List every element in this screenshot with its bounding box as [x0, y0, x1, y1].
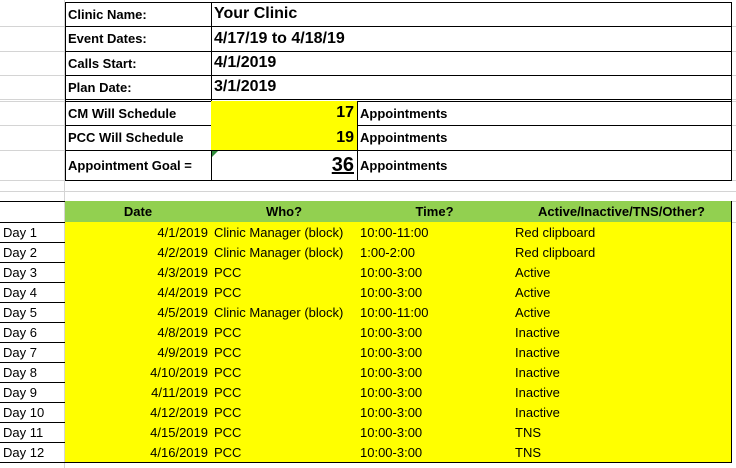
- event-dates-label[interactable]: Event Dates:: [68, 31, 147, 46]
- cell-status[interactable]: Active: [512, 302, 731, 322]
- cell-border: [0, 462, 732, 463]
- cell-day[interactable]: Day 8: [3, 364, 37, 380]
- pcc-schedule-unit[interactable]: Appointments: [360, 130, 448, 145]
- cell-border: [65, 180, 732, 181]
- cell-status[interactable]: Inactive: [512, 322, 731, 342]
- cell-date[interactable]: 4/10/2019: [65, 362, 211, 382]
- cell-day[interactable]: Day 7: [3, 344, 37, 360]
- appointment-goal-unit[interactable]: Appointments: [360, 157, 448, 173]
- cell-who[interactable]: PCC: [211, 362, 357, 382]
- cell-date[interactable]: 4/8/2019: [65, 322, 211, 342]
- cell-time[interactable]: 10:00-3:00: [357, 442, 512, 462]
- clinic-name-value[interactable]: Your Clinic: [214, 5, 298, 22]
- cell-time[interactable]: 10:00-3:00: [357, 342, 512, 362]
- cell-date[interactable]: 4/15/2019: [65, 422, 211, 442]
- clinic-name-label[interactable]: Clinic Name:: [68, 6, 147, 22]
- cell-status[interactable]: Inactive: [512, 402, 731, 422]
- cell-who[interactable]: Clinic Manager (block): [211, 242, 357, 262]
- cell-status[interactable]: TNS: [512, 422, 731, 442]
- cell-who[interactable]: Clinic Manager (block): [211, 302, 357, 322]
- cell-day[interactable]: Day 11: [3, 424, 44, 440]
- cell-who[interactable]: Clinic Manager (block): [211, 222, 357, 242]
- event-dates-value[interactable]: 4/17/19 to 4/18/19: [214, 29, 345, 47]
- cell-who[interactable]: PCC: [211, 442, 357, 462]
- cell-time[interactable]: 10:00-3:00: [357, 322, 512, 342]
- cell-who[interactable]: PCC: [211, 282, 357, 302]
- cell-who[interactable]: PCC: [211, 382, 357, 402]
- appointment-goal-value: 36: [331, 153, 354, 176]
- cell-who[interactable]: PCC: [211, 322, 357, 342]
- cell-date[interactable]: 4/5/2019: [65, 302, 211, 322]
- cm-schedule-label[interactable]: CM Will Schedule: [68, 105, 177, 121]
- cell-date[interactable]: 4/9/2019: [65, 342, 211, 362]
- calls-start-label[interactable]: Calls Start:: [68, 55, 137, 71]
- header-time[interactable]: Time?: [357, 201, 512, 222]
- cell-day[interactable]: Day 1: [3, 224, 37, 240]
- cell-date[interactable]: 4/2/2019: [65, 242, 211, 262]
- header-who[interactable]: Who?: [211, 201, 357, 222]
- cell-day[interactable]: Day 2: [3, 244, 37, 260]
- cell-border: [731, 2, 732, 181]
- cell-day[interactable]: Day 3: [3, 264, 37, 280]
- calls-start-value[interactable]: 4/1/2019: [214, 54, 277, 71]
- cell-who[interactable]: PCC: [211, 422, 357, 442]
- cell-day[interactable]: Day 10: [3, 404, 45, 420]
- cell-day[interactable]: Day 4: [3, 284, 37, 300]
- pcc-schedule-label[interactable]: PCC Will Schedule: [68, 130, 184, 145]
- cell-time[interactable]: 10:00-3:00: [357, 422, 512, 442]
- cell-time[interactable]: 1:00-2:00: [357, 242, 512, 262]
- cell-border: [65, 99, 732, 100]
- cell-day[interactable]: Day 12: [3, 444, 45, 460]
- cell-date[interactable]: 4/12/2019: [65, 402, 211, 422]
- plan-date-label[interactable]: Plan Date:: [68, 79, 132, 95]
- cell-time[interactable]: 10:00-3:00: [357, 362, 512, 382]
- plan-date-value[interactable]: 3/1/2019: [214, 78, 277, 95]
- gridline: [0, 191, 736, 192]
- cell-status[interactable]: Inactive: [512, 382, 731, 402]
- cell-time[interactable]: 10:00-11:00: [357, 222, 512, 242]
- cell-time[interactable]: 10:00-3:00: [357, 402, 512, 422]
- cell-date[interactable]: 4/16/2019: [65, 442, 211, 462]
- cell-time[interactable]: 10:00-11:00: [357, 302, 512, 322]
- cell-time[interactable]: 10:00-3:00: [357, 282, 512, 302]
- header-date[interactable]: Date: [65, 201, 211, 222]
- cell-date[interactable]: 4/4/2019: [65, 282, 211, 302]
- appointment-goal-cell[interactable]: [211, 150, 357, 180]
- cell-date[interactable]: 4/11/2019: [65, 382, 211, 402]
- cell-date[interactable]: 4/3/2019: [65, 262, 211, 282]
- cell-time[interactable]: 10:00-3:00: [357, 382, 512, 402]
- cm-schedule-unit[interactable]: Appointments: [360, 105, 448, 121]
- cell-time[interactable]: 10:00-3:00: [357, 262, 512, 282]
- cell-date[interactable]: 4/1/2019: [65, 222, 211, 242]
- appointment-goal-label[interactable]: Appointment Goal =: [68, 157, 192, 173]
- cell-border: [731, 201, 732, 463]
- cell-status[interactable]: Active: [512, 262, 731, 282]
- cell-day[interactable]: Day 5: [3, 304, 37, 320]
- cell-status[interactable]: Inactive: [512, 362, 731, 382]
- cm-schedule-value[interactable]: 17: [211, 101, 357, 125]
- cell-who[interactable]: PCC: [211, 342, 357, 362]
- header-status[interactable]: Active/Inactive/TNS/Other?: [512, 201, 731, 222]
- cell-who[interactable]: PCC: [211, 402, 357, 422]
- cell-status[interactable]: TNS: [512, 442, 731, 462]
- cell-status[interactable]: Active: [512, 282, 731, 302]
- pcc-schedule-value[interactable]: 19: [211, 125, 357, 150]
- cell-status[interactable]: Red clipboard: [512, 242, 731, 262]
- cell-who[interactable]: PCC: [211, 262, 357, 282]
- cell-status[interactable]: Inactive: [512, 342, 731, 362]
- cell-status[interactable]: Red clipboard: [512, 222, 731, 242]
- cell-day[interactable]: Day 6: [3, 324, 37, 340]
- cell-comment-marker: [212, 151, 218, 157]
- cell-day[interactable]: Day 9: [3, 384, 37, 400]
